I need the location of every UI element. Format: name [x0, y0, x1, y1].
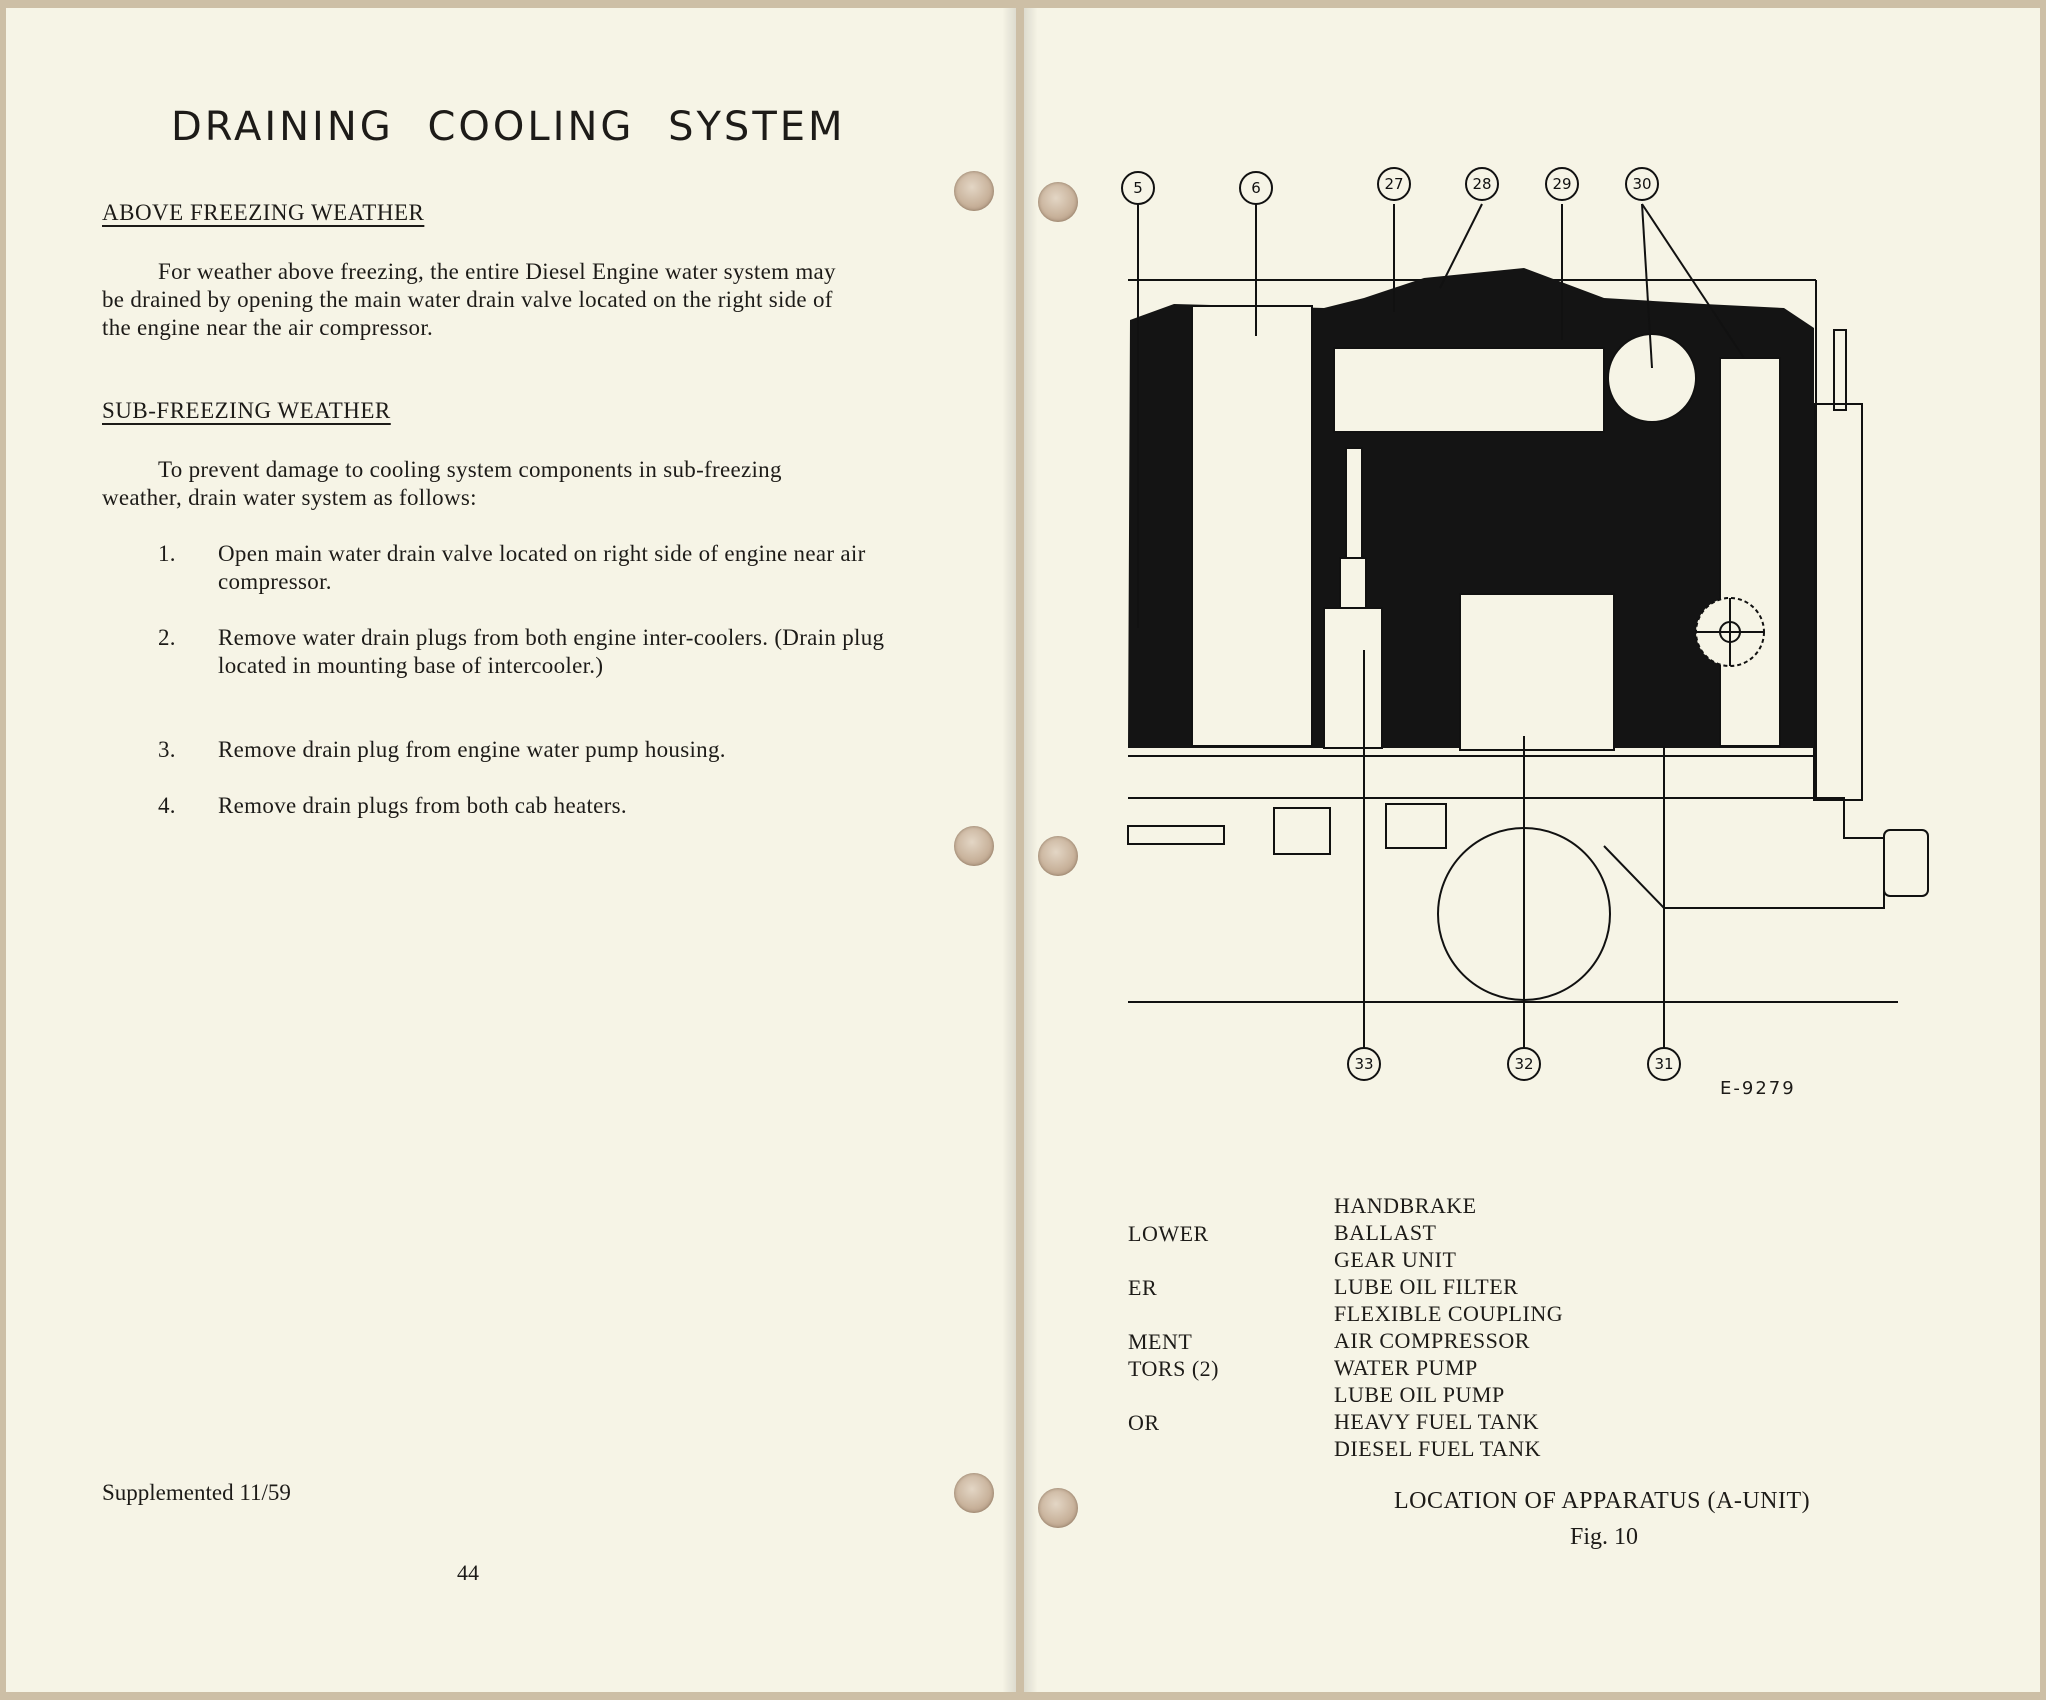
legend-item: LUBE OIL PUMP: [1334, 1382, 1505, 1407]
step-3: [158, 736, 898, 764]
legend-item: HEAVY FUEL TANK: [1334, 1409, 1539, 1434]
legend-item: ER: [1128, 1275, 1158, 1300]
callout-number: 33: [1354, 1055, 1374, 1073]
step-number: 2.: [158, 625, 176, 650]
callout-number: 27: [1384, 175, 1404, 193]
legend-item: LUBE OIL FILTER: [1334, 1274, 1519, 1299]
binder-hole: [954, 826, 994, 866]
legend-item: HANDBRAKE: [1334, 1193, 1477, 1218]
legend-item: WATER PUMP: [1334, 1355, 1478, 1380]
callout-number: 31: [1654, 1055, 1674, 1073]
binder-hole: [1038, 1488, 1078, 1528]
fold-shadow: [1002, 8, 1016, 1692]
callout-number: 5: [1133, 179, 1143, 197]
step-2: [158, 624, 898, 680]
callout-number: 6: [1251, 179, 1261, 197]
figure-caption: LOCATION OF APPARATUS (A-UNIT): [1394, 1488, 1811, 1514]
left-page: [6, 8, 1016, 1692]
step-text: Open main water drain valve located on right side of engine near air compressor.: [218, 541, 866, 594]
step-number: 4.: [158, 793, 176, 818]
page-title: DRAINING COOLING SYSTEM: [171, 104, 846, 150]
legend-item: LOWER: [1128, 1221, 1209, 1246]
figure-number: Fig. 10: [1570, 1524, 1639, 1550]
sub-freezing-paragraph: To prevent damage to cooling system components in sub-freezing weather, drain water system as follows:: [102, 457, 782, 510]
legend-item: TORS (2): [1128, 1356, 1219, 1381]
callout-number: 29: [1552, 175, 1572, 193]
step-text: Remove water drain plugs from both engine inter-coolers. (Drain plug located in mounting base of intercooler.): [218, 625, 885, 678]
legend-left-column: [1128, 1220, 1219, 1436]
legend-item: MENT: [1128, 1329, 1193, 1354]
section-heading-sub-freezing: SUB-FREEZING WEATHER: [102, 398, 391, 423]
legend-item: GEAR UNIT: [1334, 1247, 1457, 1272]
legend-item: BALLAST: [1334, 1220, 1437, 1245]
drawing-id: E-9279: [1720, 1078, 1796, 1099]
callout-number: 30: [1632, 175, 1652, 193]
page-number: 44: [457, 1560, 479, 1585]
engine-diagram: [1024, 8, 2040, 1108]
callout-number: 28: [1472, 175, 1492, 193]
step-1: [158, 540, 898, 596]
step-text: Remove drain plugs from both cab heaters.: [218, 793, 627, 818]
right-page: [1024, 8, 2040, 1692]
legend-item: OR: [1128, 1410, 1160, 1435]
step-number: 3.: [158, 737, 176, 762]
step-text: Remove drain plug from engine water pump housing.: [218, 737, 726, 762]
callout-number: 32: [1514, 1055, 1534, 1073]
legend-item: DIESEL FUEL TANK: [1334, 1436, 1542, 1461]
above-freezing-paragraph: For weather above freezing, the entire Diesel Engine water system may be drained by opening the main water drain valve located on the right side of the engine near the air compressor.: [102, 259, 836, 340]
legend-item: FLEXIBLE COUPLING: [1334, 1301, 1564, 1326]
binder-hole: [954, 171, 994, 211]
step-number: 1.: [158, 541, 176, 566]
step-4: [158, 792, 898, 820]
supplement-note: Supplemented 11/59: [102, 1480, 291, 1505]
legend-item: AIR COMPRESSOR: [1334, 1328, 1530, 1353]
section-heading-above-freezing: ABOVE FREEZING WEATHER: [102, 200, 425, 225]
binder-hole: [954, 1473, 994, 1513]
legend-right-column: [1334, 1192, 1563, 1462]
